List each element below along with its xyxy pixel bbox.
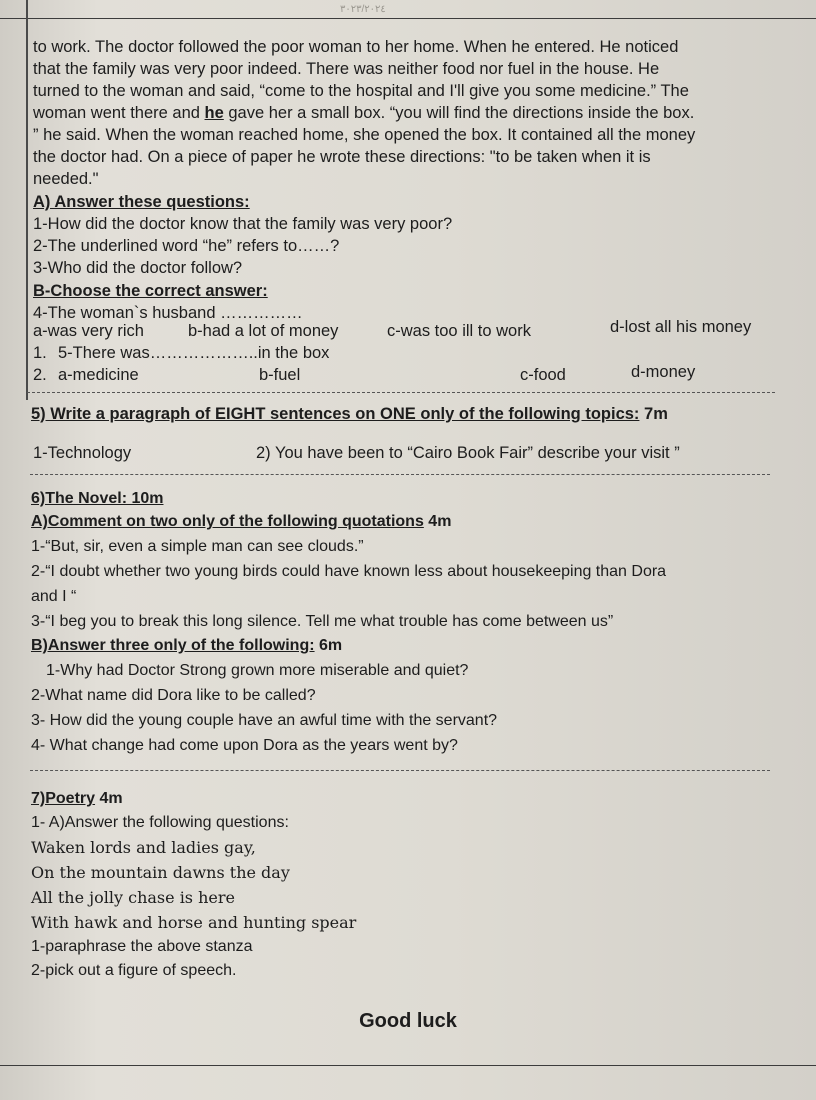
stanza-line-1: Waken lords and ladies gay, (31, 838, 256, 857)
stanza-line-2: On the mountain dawns the day (31, 863, 290, 882)
question-2: 2-The underlined word “he” refers to……? (33, 237, 340, 255)
q5-list-marker: 1. (33, 344, 47, 362)
q5-options-marker: 2. (33, 366, 47, 384)
topic-2: 2) You have been to “Cairo Book Fair” describe your visit ” (256, 444, 680, 462)
question-5: 5-There was………………..in the box (58, 344, 330, 362)
left-margin-rule (26, 0, 28, 400)
q4-option-d: d-lost all his money (610, 318, 752, 336)
divider-after-5 (30, 474, 770, 475)
section-6a-heading: A)Comment on two only of the following quotations 4m (31, 513, 452, 530)
section-a-heading: A) Answer these questions: (33, 193, 250, 211)
divider-after-6 (30, 770, 770, 771)
poetry-task-1: 1-paraphrase the above stanza (31, 938, 253, 955)
passage-line-6: the doctor had. On a piece of paper he wrote these directions: "to be taken when it is (33, 148, 651, 166)
section-6b-heading: B)Answer three only of the following: 6m (31, 637, 343, 654)
q5-option-a: a-medicine (58, 366, 139, 384)
passage-line-3: turned to the woman and said, “come to the hospital and I'll give you some medicine.” The (33, 82, 689, 100)
question-4: 4-The woman`s husband …………… (33, 304, 303, 322)
q5-option-d: d-money (631, 363, 696, 381)
good-luck-footer: Good luck (359, 1010, 457, 1032)
passage-line-7: needed." (33, 170, 99, 188)
section-6-heading: 6)The Novel: 10m (31, 490, 164, 507)
novel-question-3: 3- How did the young couple have an awful time with the servant? (31, 712, 498, 729)
novel-question-4: 4- What change had come upon Dora as the years went by? (31, 737, 458, 754)
q5-option-b: b-fuel (259, 366, 301, 384)
q4-option-c: c-was too ill to work (387, 322, 531, 340)
section-b-heading: B-Choose the correct answer: (33, 282, 268, 300)
topic-1: 1-Technology (33, 444, 132, 462)
novel-question-2: 2-What name did Dora like to be called? (31, 687, 316, 704)
divider-after-b (27, 392, 775, 393)
top-rule (0, 18, 816, 19)
passage-line-1: to work. The doctor followed the poor woman to her home. When he entered. He noticed (33, 38, 679, 56)
poetry-subheading: 1- A)Answer the following questions: (31, 814, 289, 831)
header-smudge: ٣٠٢٣/٢٠٢٤ (340, 4, 386, 15)
stanza-line-3: All the jolly chase is here (31, 888, 235, 907)
quote-3: 3-“I beg you to break this long silence. Tell me what trouble has come between us” (31, 613, 614, 630)
section-5-heading: 5) Write a paragraph of EIGHT sentences on ONE only of the following topics: 7m (31, 405, 668, 423)
question-3: 3-Who did the doctor follow? (33, 259, 243, 277)
passage-line-4: woman went there and he gave her a small box. “you will find the directions inside the box. (33, 104, 695, 122)
quote-2-continued: and I “ (31, 588, 77, 605)
quote-2: 2-“I doubt whether two young birds could have known less about housekeeping than Dora (31, 563, 667, 580)
novel-question-1: 1-Why had Doctor Strong grown more miserable and quiet? (46, 662, 469, 679)
section-7-heading: 7)Poetry 4m (31, 790, 123, 807)
underlined-he: he (204, 104, 224, 122)
q4-option-b: b-had a lot of money (188, 322, 339, 340)
passage-line-5: ” he said. When the woman reached home, she opened the box. It contained all the money (33, 126, 696, 144)
q4-option-a: a-was very rich (33, 322, 144, 340)
passage-line-2: that the family was very poor indeed. There was neither food nor fuel in the house. He (33, 60, 660, 78)
question-1: 1-How did the doctor know that the family was very poor? (33, 215, 453, 233)
quote-1: 1-“But, sir, even a simple man can see clouds.” (31, 538, 364, 555)
poetry-task-2: 2-pick out a figure of speech. (31, 962, 237, 979)
bottom-rule (0, 1065, 816, 1066)
stanza-line-4: With hawk and horse and hunting spear (31, 913, 357, 932)
q5-option-c: c-food (520, 366, 566, 384)
